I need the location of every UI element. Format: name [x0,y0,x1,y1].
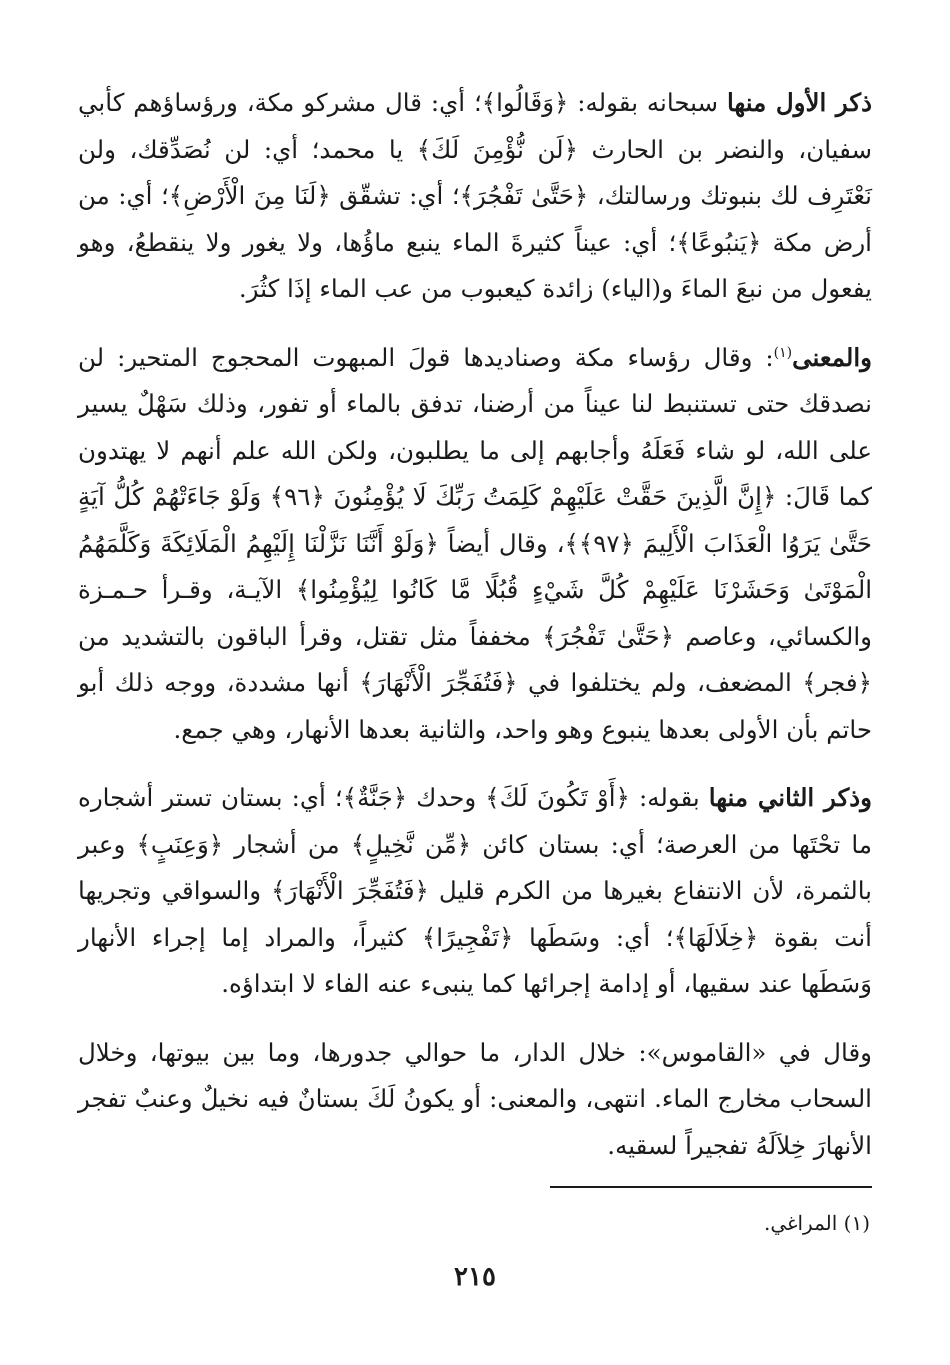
paragraph-lead: وذكر الثاني منها [708,783,872,812]
paragraph-second-mention [78,775,872,1008]
paragraph-first-mention [78,80,872,313]
page-body [78,80,872,1191]
paragraph-text: : وقال رؤساء مكة وصناديدها قولَ المبهوت المحجوج المتحير: لن نصدقك حتى تستنبط لنا عيناً من أرضنا، تدفق بالماء أو تفور، وذلك سَهْلٌ يسير على الله، لو شاء فَعَلَهُ وأجابهم إلى ما يطلبون، ولكن الله علم أنهم لا يهتدون كما قَالَ: ﴿إِنَّ الَّذِينَ حَقَّتْ عَلَيْهِمْ كَلِمَتُ رَبِّكَ لَا يُؤْمِنُونَ ﴿٩٦﴾ وَلَوْ جَاءَتْهُمْ كُلُّ آيَةٍ حَتَّىٰ يَرَوُا الْعَذَابَ الْأَلِيمَ ﴿٩٧﴾﴾، وقال أيضاً ﴿وَلَوْ أَنَّنَا نَزَّلْنَا إِلَيْهِمُ الْمَلَائِكَةَ وَكَلَّمَهُمُ الْمَوْتَىٰ وَحَشَرْنَا عَلَيْهِمْ كُلَّ شَيْءٍ قُبُلًا مَّا كَانُوا لِيُؤْمِنُوا﴾ الآيـة، وقـرأ حـمـزة والكسائي، وعاصم ﴿حَتَّىٰ تَفْجُرَ﴾ مخففاً مثل تقتل، وقرأ الباقون بالتشديد من ﴿فجر﴾ المضعف، ولم يختلفوا في ﴿فَتُفَجِّرَ الْأَنْهَارَ﴾ أنها مشددة، ووجه ذلك أبو حاتم بأن الأولى بعدها ينبوع وهو واحد، والثانية بعدها الأنهار، وهي جمع. [78,342,872,744]
paragraph-lead: ذكر الأول منها [726,88,873,117]
paragraph-qamus [78,1030,872,1170]
paragraph-text: بقوله: ﴿أَوْ تَكُونَ لَكَ﴾ وحدك ﴿جَنَّةٌ﴾؛ أي: بستان تستر أشجاره ما تحْتَها من العرصة؛ أي: بستان كائن ﴿مِّن نَّخِيلٍ﴾ من أشجار ﴿وَعِنَبٍ﴾ وعبر بالثمرة، لأن الانتفاع بغيرها من الكرم قليل ﴿فَتُفَجِّرَ الْأَنْهَارَ﴾ والسواقي وتجريها أنت بقوة ﴿خِلَالَهَا﴾؛ أي: وسَطَها ﴿تَفْجِيرًا﴾ كثيراً، والمراد إما إجراء الأنهار وَسَطَها عند سقيها، أو إدامة إجرائها كما ينبىء عنه الفاء لا ابتداؤه. [78,783,872,998]
paragraph-meaning [78,335,872,754]
footnote-divider [550,1186,872,1188]
footnote: (١) المراغي. [763,1211,870,1235]
paragraph-text: سبحانه بقوله: ﴿وَقَالُوا﴾؛ أي: قال مشركو مكة، ورؤساؤهم كأبي سفيان، والنضر بن الحارث ﴿لَن نُّؤْمِنَ لَكَ﴾ يا محمد؛ أي: لن نُصَدِّقك، ولن نَعْتَرِف لك بنبوتك ورسالتك، ﴿حَتَّىٰ تَفْجُرَ﴾؛ أي: تشقّق ﴿لَنَا مِنَ الْأَرْضِ﴾؛ أي: من أرض مكة ﴿يَنبُوعًا﴾؛ أي: عيناً كثيرةَ الماء ينبع ماؤُها، ولا يغور ولا ينقطعُ، وهو يفعول من نبعَ الماءَ و(الياء) زائدة كيعبوب من عب الماء إذَا كثُرَ. [78,88,872,303]
paragraph-lead: والمعنى [792,342,872,372]
page-number: ٢١٥ [454,1262,496,1292]
footnote-reference[interactable]: (١) [773,344,793,361]
paragraph-text: وقال في «القاموس»: خلال الدار، ما حوالي جدورها، وما بين بيوتها، وخلال السحاب مخارج الماء. انتهى، والمعنى: أو يكونُ لَكَ بستانٌ فيه نخيلٌ وعنبٌ تفجر الأنهارَ خِلاَلَهُ تفجيراً لسقيه. [78,1037,872,1160]
